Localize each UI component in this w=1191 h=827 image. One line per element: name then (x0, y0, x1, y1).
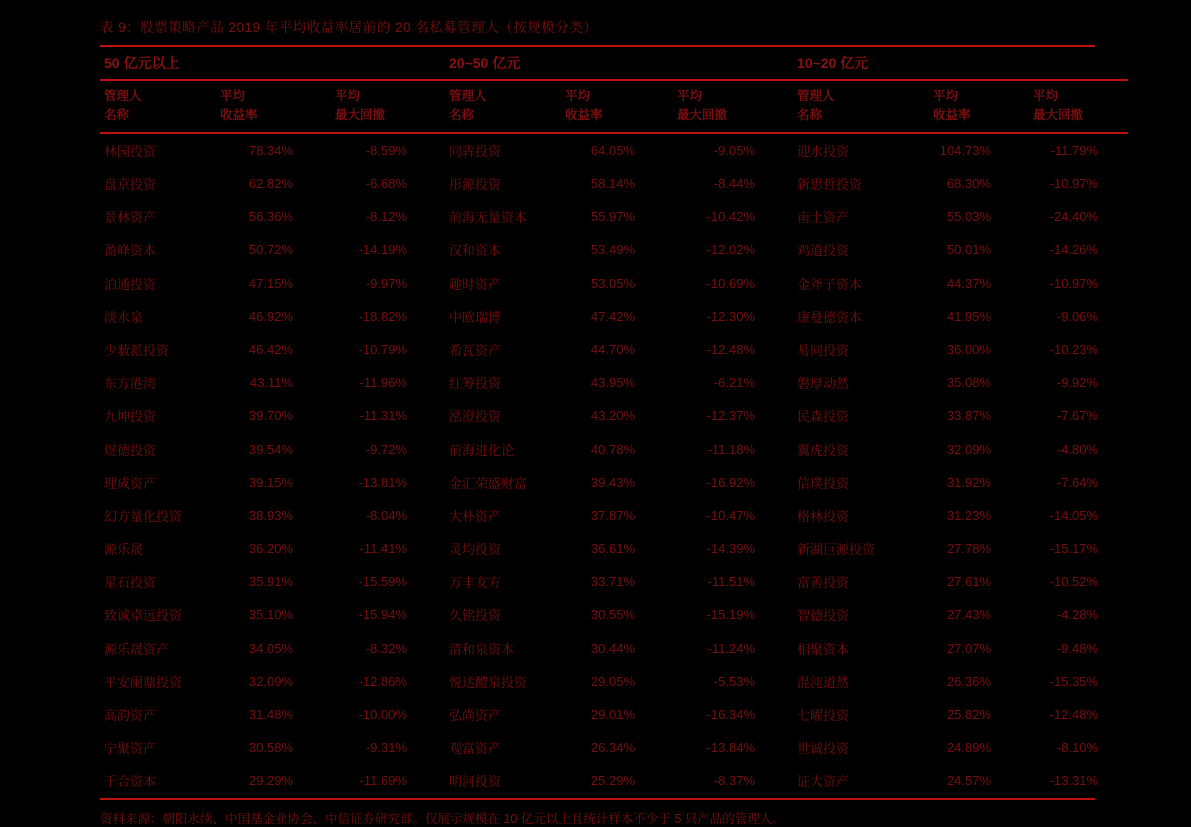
manager-name-small: 易同投资 (797, 342, 850, 358)
manager-name-small: 证大资产 (797, 774, 850, 790)
spacer (437, 764, 445, 797)
avg-return-medium: 37.87% (590, 507, 636, 523)
manager-name-small: 相聚资本 (797, 641, 850, 657)
avg-return-small: 35.08% (946, 375, 992, 391)
avg-drawdown-small: -7.64% (1056, 474, 1099, 490)
avg-return-medium: 53.05% (590, 275, 636, 291)
manager-name-large: 千合资本 (104, 774, 157, 790)
avg-return-large: 29.29% (248, 773, 293, 789)
spacer (437, 333, 445, 366)
avg-drawdown-medium: -14.39% (706, 541, 756, 557)
avg-return-large: 39.54% (248, 441, 293, 457)
avg-return-large: 39.15% (248, 474, 293, 490)
manager-name-medium: 希瓦资产 (449, 342, 502, 358)
manager-name-small: 民森投资 (797, 409, 850, 425)
avg-drawdown-small: -13.31% (1049, 773, 1099, 789)
manager-name-medium: 趣时资产 (449, 276, 502, 292)
spacer (437, 698, 445, 731)
header-avg-drawdown-2: 平均 最大回撤 (677, 89, 728, 123)
avg-drawdown-medium: -12.02% (706, 242, 756, 258)
group-label-large: 50 亿元以上 (104, 55, 180, 71)
spacer (785, 47, 793, 79)
avg-return-small: 44.37% (946, 275, 992, 291)
manager-name-large: 幻方量化投资 (104, 508, 183, 524)
manager-name-medium: 观富资产 (449, 741, 502, 757)
manager-name-small: 智德投资 (797, 608, 850, 624)
manager-name-small: 世诚投资 (797, 741, 850, 757)
manager-name-large: 高韵资产 (104, 708, 157, 724)
avg-drawdown-large: -18.82% (358, 308, 408, 324)
avg-drawdown-small: -14.26% (1049, 242, 1099, 258)
table-row (100, 200, 1128, 233)
avg-return-medium: 43.20% (590, 408, 636, 424)
avg-drawdown-medium: -8.44% (713, 176, 756, 192)
manager-name-large: 盘京投资 (104, 177, 157, 193)
avg-drawdown-medium: -16.34% (706, 707, 756, 723)
avg-drawdown-large: -10.79% (358, 341, 408, 357)
avg-return-small: 25.82% (946, 707, 992, 723)
manager-name-medium: 明河投资 (449, 774, 502, 790)
manager-name-small: 翼虎投资 (797, 442, 850, 458)
avg-return-large: 31.48% (248, 707, 293, 723)
manager-name-large: 九坤投资 (104, 409, 157, 425)
table-row (100, 499, 1128, 532)
avg-drawdown-medium: -8.37% (713, 773, 756, 789)
spacer (437, 466, 445, 499)
table-row (100, 399, 1128, 432)
manager-name-small: 鸡道投资 (797, 243, 850, 259)
avg-return-small: 27.61% (946, 574, 992, 590)
avg-drawdown-large: -11.96% (359, 375, 408, 391)
manager-name-small: 磐厚动然 (797, 376, 850, 392)
manager-name-large: 源乐晟资产 (104, 641, 170, 657)
manager-name-medium: 汉和资本 (449, 243, 502, 259)
avg-drawdown-large: -14.19% (358, 242, 408, 258)
avg-return-medium: 25.29% (590, 773, 636, 789)
spacer (785, 665, 793, 698)
table-row (100, 632, 1128, 665)
avg-drawdown-small: -15.17% (1049, 541, 1099, 557)
header-avg-return-1: 平均 收益率 (220, 89, 258, 123)
avg-return-small: 55.03% (946, 209, 992, 225)
manager-name-large: 少薮派投资 (104, 342, 170, 358)
avg-return-medium: 64.05% (590, 142, 636, 158)
avg-return-medium: 44.70% (590, 341, 636, 357)
manager-name-medium: 同犇投资 (449, 143, 502, 159)
manager-name-medium: 弘尚资产 (449, 708, 502, 724)
table-row (100, 764, 1128, 797)
manager-name-small: 信璞投资 (797, 475, 850, 491)
manager-name-large: 东方港湾 (104, 376, 157, 392)
avg-drawdown-small: -4.28% (1056, 607, 1099, 623)
manager-name-small: 新湖巨源投资 (797, 542, 876, 558)
manager-name-medium: 大朴资产 (449, 508, 502, 524)
spacer (785, 366, 793, 399)
avg-drawdown-large: -9.72% (365, 441, 408, 457)
spacer (437, 565, 445, 598)
spacer (437, 399, 445, 432)
avg-return-small: 68.30% (946, 176, 992, 192)
ranking-table (100, 47, 1128, 798)
spacer (785, 399, 793, 432)
avg-return-medium: 53.49% (590, 242, 636, 258)
spacer (785, 632, 793, 665)
avg-return-large: 39.70% (248, 408, 293, 424)
avg-drawdown-medium: -16.92% (706, 474, 756, 490)
spacer (437, 598, 445, 631)
avg-return-small: 31.92% (946, 474, 992, 490)
spacer (785, 333, 793, 366)
avg-return-medium: 29.05% (590, 673, 636, 689)
avg-return-large: 56.36% (248, 209, 293, 225)
spacer (785, 167, 793, 200)
header-manager-name-3: 管理人 名称 (797, 89, 835, 123)
header-manager-name-1: 管理人 名称 (104, 89, 142, 123)
avg-return-medium: 29.01% (590, 707, 636, 723)
avg-return-large: 50.72% (248, 242, 293, 258)
avg-drawdown-medium: -11.18% (707, 441, 756, 457)
avg-drawdown-large: -15.94% (358, 607, 408, 623)
table-row (100, 565, 1128, 598)
manager-name-small: 新思哲投资 (797, 177, 863, 193)
table-container (100, 16, 1099, 827)
avg-return-small: 36.00% (946, 341, 992, 357)
avg-drawdown-medium: -6.21% (713, 375, 756, 391)
avg-drawdown-medium: -12.37% (706, 408, 756, 424)
avg-drawdown-medium: -10.42% (706, 209, 756, 225)
manager-name-medium: 彤源投资 (449, 177, 502, 193)
manager-name-small: 富善投资 (797, 575, 850, 591)
manager-name-small: 格林投资 (797, 508, 850, 524)
manager-name-large: 平安阑鼎投资 (104, 674, 183, 690)
avg-return-small: 26.36% (946, 673, 992, 689)
table-row (100, 167, 1128, 200)
manager-name-small: 金斧子资本 (797, 276, 863, 292)
avg-drawdown-large: -8.32% (365, 640, 408, 656)
avg-drawdown-small: -24.40% (1049, 209, 1099, 225)
spacer (437, 632, 445, 665)
manager-name-medium: 悦达醴泉投资 (449, 674, 528, 690)
avg-return-large: 32.09% (248, 673, 293, 689)
avg-return-medium: 47.42% (590, 308, 636, 324)
avg-drawdown-small: -10.23% (1049, 341, 1099, 357)
avg-return-large: 46.42% (248, 341, 293, 357)
avg-return-large: 46.92% (248, 308, 293, 324)
manager-name-large: 盈峰资本 (104, 243, 157, 259)
avg-drawdown-large: -6.68% (365, 176, 408, 192)
manager-name-large: 淡水泉 (104, 309, 144, 325)
avg-drawdown-small: -14.05% (1049, 507, 1099, 523)
avg-drawdown-large: -11.41% (359, 541, 408, 557)
spacer (437, 731, 445, 764)
table-row (100, 665, 1128, 698)
avg-return-medium: 30.55% (590, 607, 636, 623)
avg-drawdown-small: -8.10% (1056, 740, 1099, 756)
avg-return-small: 24.89% (946, 740, 992, 756)
table-row (100, 134, 1128, 167)
avg-drawdown-medium: -11.24% (707, 640, 756, 656)
manager-name-medium: 久铭投资 (449, 608, 502, 624)
manager-name-large: 理成资产 (104, 475, 157, 491)
avg-drawdown-medium: -5.53% (713, 673, 756, 689)
table-row (100, 366, 1128, 399)
table-caption: 表 9：股票策略产品 2019 年平均收益率居前的 20 名私募管理人（按规模分类） (100, 20, 598, 35)
spacer (785, 300, 793, 333)
spacer (785, 267, 793, 300)
avg-drawdown-large: -11.31% (359, 408, 408, 424)
avg-return-small: 31.23% (946, 507, 992, 523)
avg-drawdown-large: -13.81% (358, 474, 408, 490)
spacer (785, 532, 793, 565)
source-note: 资料来源：朝阳永续、中国基金业协会、中信证券研究部。仅展示规模在 10 亿元以上且统计样本不少于 5 只产品的管理人。 (100, 811, 785, 826)
avg-drawdown-large: -10.00% (358, 707, 408, 723)
manager-name-large: 林园投资 (104, 143, 157, 159)
group-label-medium: 20~50 亿元 (449, 55, 521, 71)
manager-name-large: 星石投资 (104, 575, 157, 591)
manager-name-small: 迎水投资 (797, 143, 850, 159)
manager-name-small: 七曜投资 (797, 708, 850, 724)
table-row (100, 598, 1128, 631)
avg-return-large: 38.93% (248, 507, 293, 523)
avg-return-medium: 26.34% (590, 740, 636, 756)
avg-return-small: 24.57% (946, 773, 992, 789)
spacer (437, 300, 445, 333)
spacer (785, 698, 793, 731)
spacer (785, 598, 793, 631)
avg-drawdown-medium: -13.84% (706, 740, 756, 756)
avg-return-small: 27.78% (946, 541, 992, 557)
avg-drawdown-small: -7.67% (1056, 408, 1099, 424)
avg-drawdown-small: -4.80% (1056, 441, 1099, 457)
avg-drawdown-small: -9.92% (1056, 375, 1099, 391)
avg-drawdown-small: -10.52% (1049, 574, 1099, 590)
table-row (100, 432, 1128, 465)
spacer (785, 81, 793, 132)
spacer (437, 233, 445, 266)
avg-return-medium: 43.95% (590, 375, 636, 391)
spacer (437, 532, 445, 565)
avg-drawdown-medium: -11.51% (707, 574, 756, 590)
table-row (100, 233, 1128, 266)
avg-drawdown-large: -8.04% (365, 507, 408, 523)
avg-drawdown-small: -15.35% (1049, 673, 1099, 689)
avg-return-medium: 40.78% (590, 441, 636, 457)
spacer (437, 134, 445, 167)
header-avg-drawdown-1: 平均 最大回撤 (335, 89, 386, 123)
spacer (785, 764, 793, 797)
avg-return-small: 32.09% (946, 441, 992, 457)
avg-return-medium: 39.43% (590, 474, 636, 490)
avg-drawdown-large: -15.59% (358, 574, 408, 590)
avg-drawdown-small: -10.97% (1049, 176, 1099, 192)
manager-name-medium: 金汇荣盛财富 (449, 475, 528, 491)
avg-return-small: 33.87% (946, 408, 992, 424)
avg-return-medium: 30.44% (590, 640, 636, 656)
table-row (100, 333, 1128, 366)
avg-return-small: 27.07% (946, 640, 992, 656)
avg-return-large: 36.20% (248, 541, 293, 557)
manager-name-medium: 前海无量资本 (449, 210, 528, 226)
manager-name-medium: 前海进化论 (449, 442, 515, 458)
header-manager-name-2: 管理人 名称 (449, 89, 487, 123)
manager-name-medium: 泓澄投资 (449, 409, 502, 425)
avg-drawdown-small: -10.97% (1049, 275, 1099, 291)
spacer (437, 167, 445, 200)
spacer (437, 366, 445, 399)
avg-return-large: 47.15% (248, 275, 293, 291)
spacer (785, 731, 793, 764)
spacer (785, 432, 793, 465)
avg-drawdown-medium: -12.48% (706, 341, 756, 357)
avg-return-small: 104.73% (939, 142, 992, 158)
avg-drawdown-small: -9.48% (1056, 640, 1099, 656)
avg-return-small: 41.95% (946, 308, 992, 324)
spacer (437, 499, 445, 532)
avg-return-large: 43.11% (249, 375, 293, 391)
avg-return-large: 35.10% (248, 607, 293, 623)
avg-return-medium: 33.71% (590, 574, 636, 590)
avg-return-small: 27.43% (946, 607, 992, 623)
table-row (100, 300, 1128, 333)
spacer (785, 466, 793, 499)
manager-name-large: 景林资产 (104, 210, 157, 226)
avg-drawdown-large: -9.31% (365, 740, 408, 756)
table-row (100, 267, 1128, 300)
manager-name-medium: 万丰友方 (449, 575, 502, 591)
manager-name-small: 康曼德资本 (797, 309, 863, 325)
spacer (785, 499, 793, 532)
header-avg-return-2: 平均 收益率 (565, 89, 603, 123)
table-row (100, 532, 1128, 565)
table-row (100, 466, 1128, 499)
avg-drawdown-medium: -9.05% (713, 142, 756, 158)
avg-return-large: 35.91% (248, 574, 293, 590)
manager-name-large: 致诚卓远投资 (104, 608, 183, 624)
table-row (100, 731, 1128, 764)
manager-name-large: 泊通投资 (104, 276, 157, 292)
avg-drawdown-medium: -10.47% (706, 507, 756, 523)
avg-return-medium: 36.61% (590, 541, 636, 557)
avg-return-large: 62.82% (248, 176, 293, 192)
avg-drawdown-medium: -12.30% (706, 308, 756, 324)
manager-name-large: 源乐晟 (104, 542, 144, 558)
group-label-small: 10~20 亿元 (797, 55, 869, 71)
spacer (437, 267, 445, 300)
spacer (785, 565, 793, 598)
avg-drawdown-medium: -15.19% (706, 607, 756, 623)
avg-return-medium: 58.14% (590, 176, 636, 192)
manager-name-large: 宁聚资产 (104, 741, 157, 757)
group-header-row (100, 47, 1128, 79)
avg-drawdown-large: -9.97% (365, 275, 408, 291)
manager-name-medium: 灵均投资 (449, 542, 502, 558)
manager-name-medium: 红筹投资 (449, 376, 502, 392)
avg-return-small: 50.01% (946, 242, 992, 258)
avg-drawdown-medium: -10.69% (706, 275, 756, 291)
avg-return-large: 34.05% (248, 640, 293, 656)
manager-name-medium: 清和泉资本 (449, 641, 515, 657)
spacer (437, 665, 445, 698)
spacer (785, 200, 793, 233)
table-row (100, 698, 1128, 731)
header-avg-return-3: 平均 收益率 (933, 89, 971, 123)
avg-drawdown-large: -11.69% (359, 773, 408, 789)
column-header-row (100, 81, 1128, 132)
spacer (437, 47, 445, 79)
spacer (785, 134, 793, 167)
header-avg-drawdown-3: 平均 最大回撤 (1033, 89, 1084, 123)
manager-name-large: 煜德投资 (104, 442, 157, 458)
table-body (100, 134, 1128, 798)
avg-return-large: 78.34% (248, 142, 293, 158)
avg-drawdown-large: -8.59% (365, 142, 408, 158)
spacer (437, 432, 445, 465)
avg-drawdown-small: -9.06% (1056, 308, 1099, 324)
avg-drawdown-small: -11.79% (1050, 142, 1099, 158)
avg-return-medium: 55.97% (590, 209, 636, 225)
avg-drawdown-large: -8.12% (365, 209, 408, 225)
manager-name-medium: 中欧瑞博 (449, 309, 502, 325)
manager-name-small: 南土资产 (797, 210, 850, 226)
manager-name-small: 混沌道然 (797, 674, 850, 690)
avg-return-large: 30.58% (248, 740, 293, 756)
avg-drawdown-small: -12.48% (1049, 707, 1099, 723)
spacer (437, 200, 445, 233)
avg-drawdown-large: -12.86% (358, 673, 408, 689)
spacer (437, 81, 445, 132)
spacer (785, 233, 793, 266)
